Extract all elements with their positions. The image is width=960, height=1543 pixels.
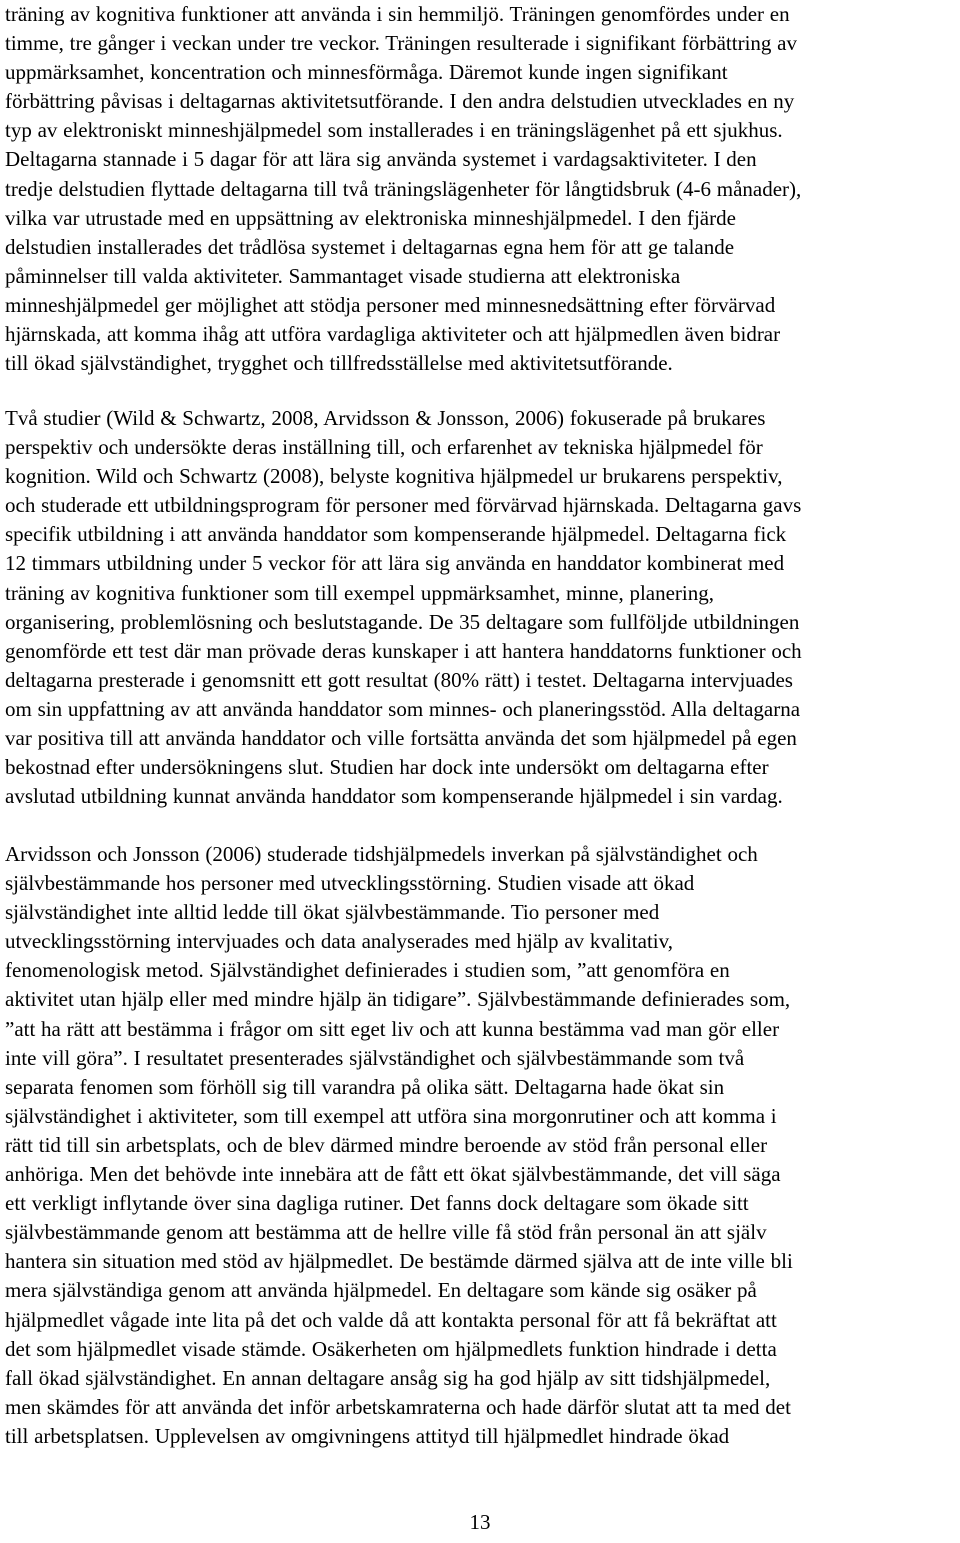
page-number: 13	[469, 1510, 491, 1534]
text-line: typ av elektroniskt minneshjälpmedel som installerades i en träningslägenhet på ett sjukhus.	[5, 118, 783, 143]
text-line: timme, tre gånger i veckan under tre veckor. Träningen resulterade i signifikant förbättring av	[5, 31, 798, 56]
text-line: hantera sin situation med stöd av hjälpmedlet. De bestämde därmed själva att de inte ville bli	[5, 1249, 793, 1274]
text-line: till arbetsplatsen. Upplevelsen av omgivningens attityd till hjälpmedlet hindrade ökad	[5, 1423, 730, 1448]
text-line: mera självständiga genom att använda hjälpmedel. En deltagare som kände sig osäker på	[5, 1278, 757, 1303]
text-line: träning av kognitiva funktioner att använda i sin hemmiljö. Träningen genomfördes under en	[5, 2, 790, 26]
text-line: förbättring påvisas i deltagarnas aktivitetsutförande. I den andra delstudien utvecklades en ny	[5, 89, 795, 114]
text-line: anhöriga. Men det behövde inte innebära att de fått ett ökat självbestämmande, det vill säga	[5, 1162, 781, 1187]
paragraph-memory-aid-studies	[5, 0, 952, 378]
text-line: fall ökad självständighet. En annan deltagare ansåg sig ha god hjälp av sitt tidshjälpmedel,	[5, 1365, 771, 1390]
text-line: om sin uppfattning av att använda handdator som minnes- och planeringsstöd. Alla deltagarna	[5, 696, 801, 721]
text-line: och studerade ett utbildningsprogram för personer med förvärvad hjärnskada. Deltagarna gavs	[5, 493, 802, 518]
text-line: hjälpmedlet vågade inte lita på det och valde då att kontakta personal för att få bekräftat att	[5, 1307, 777, 1332]
text-line: 12 timmars utbildning under 5 veckor för att lära sig använda en handdator kombinerat med	[5, 551, 785, 576]
text-line: påminnelser till valda aktiviteter. Sammantaget visade studierna att elektroniska	[5, 263, 681, 288]
text-line: Arvidsson och Jonsson (2006) studerade tidshjälpmedels inverkan på självständighet och	[5, 842, 758, 866]
paragraph-user-perspective-studies	[5, 404, 952, 811]
text-line: uppmärksamhet, koncentration och minnesförmåga. Däremot kunde ingen signifikant	[5, 60, 728, 85]
text-line: självständighet inte alltid ledde till ökat självbestämmande. Tio personer med	[5, 900, 660, 925]
text-line: separata fenomen som förhöll sig till varandra på olika sätt. Deltagarna hade ökat sin	[5, 1074, 725, 1099]
text-line: avslutad utbildning kunnat använda handdator som kompenserande hjälpmedel i sin vardag.	[5, 784, 783, 809]
text-line: till ökad självständighet, trygghet och tillfredsställelse med aktivitetsutförande.	[5, 351, 673, 376]
text-line: men skämdes för att använda det inför arbetskamraterna och hade därför slutat att ta med det	[5, 1394, 791, 1419]
text-line: organisering, problemlösning och beslutstagande. De 35 deltagare som fullföljde utbildningen	[5, 609, 800, 634]
text-line: rätt tid till sin arbetsplats, och de blev därmed mindre beroende av stöd från personal eller	[5, 1132, 768, 1157]
text-line: ”att ha rätt att bestämma i frågor om sitt eget liv och att kunna bestämma vad man gör eller	[5, 1016, 780, 1041]
text-line: kognition. Wild och Schwartz (2008), belyste kognitiva hjälpmedel ur brukarens perspektiv,	[5, 464, 783, 489]
text-line: delstudien installerades det trådlösa systemet i deltagarnas egna hem för att ge talande	[5, 234, 735, 259]
text-line: det som hjälpmedlet visade stämde. Osäkerheten om hjälpmedlets funktion hindrade i detta	[5, 1336, 777, 1361]
text-line: hjärnskada, att komma ihåg att utföra vardagliga aktiviteter och att hjälpmedlen även bidrar	[5, 322, 781, 347]
text-line: självbestämmande genom att bestämma att de hellre ville få stöd från personal än att själv	[5, 1220, 767, 1245]
text-line: ett verkligt inflytande över sina dagliga rutiner. Det fanns dock deltagare som ökade sitt	[5, 1191, 749, 1216]
text-line: genomförde ett test där man prövade deras kunskaper i att hantera handdatorns funktioner och	[5, 638, 802, 663]
text-line: var positiva till att använda handdator och ville fortsätta använda det som hjälpmedel på egen	[5, 726, 797, 751]
text-line: perspektiv och undersökte deras inställning till, och erfarenhet av tekniska hjälpmedel för	[5, 435, 763, 460]
text-line: Två studier (Wild & Schwartz, 2008, Arvidsson & Jonsson, 2006) fokuserade på brukares	[5, 406, 766, 430]
text-line: fenomenologisk metod. Självständighet definierades i studien som, ”att genomföra en	[5, 958, 730, 983]
text-line: självbestämmande hos personer med utvecklingsstörning. Studien visade att ökad	[5, 871, 695, 896]
text-line: specifik utbildning i att använda handdator som kompenserande hjälpmedel. Deltagarna fick	[5, 522, 787, 547]
text-line: tredje delstudien flyttade deltagarna till två träningslägenheter för långtidsbruk (4-6 månader),	[5, 176, 802, 201]
text-line: Deltagarna stannade i 5 dagar för att lära sig använda systemet i vardagsaktiviteter. I den	[5, 147, 757, 172]
text-line: vilka var utrustade med en uppsättning av elektroniska minneshjälpmedel. I den fjärde	[5, 205, 736, 230]
text-line: bekostnad efter undersökningens slut. Studien har dock inte undersökt om deltagarna efter	[5, 755, 769, 780]
text-line: utvecklingsstörning intervjuades och data analyserades med hjälp av kvalitativ,	[5, 929, 674, 954]
text-line: självständighet i aktiviteter, som till exempel att utföra sina morgonrutiner och att komma i	[5, 1103, 777, 1128]
text-line: minneshjälpmedel ger möjlighet att stödja personer med minnesnedsättning efter förvärvad	[5, 292, 776, 317]
text-line: inte vill göra”. I resultatet presenterades självständighet och självbestämmande som två	[5, 1045, 745, 1070]
text-line: aktivitet utan hjälp eller med mindre hjälp än tidigare”. Självbestämmande definierades som,	[5, 987, 791, 1012]
text-line: deltagarna presterade i genomsnitt ett gott resultat (80% rätt) i testet. Deltagarna intervjuades	[5, 667, 793, 692]
text-line: träning av kognitiva funktioner som till exempel uppmärksamhet, minne, planering,	[5, 580, 715, 605]
paragraph-independence-study	[5, 840, 952, 1451]
